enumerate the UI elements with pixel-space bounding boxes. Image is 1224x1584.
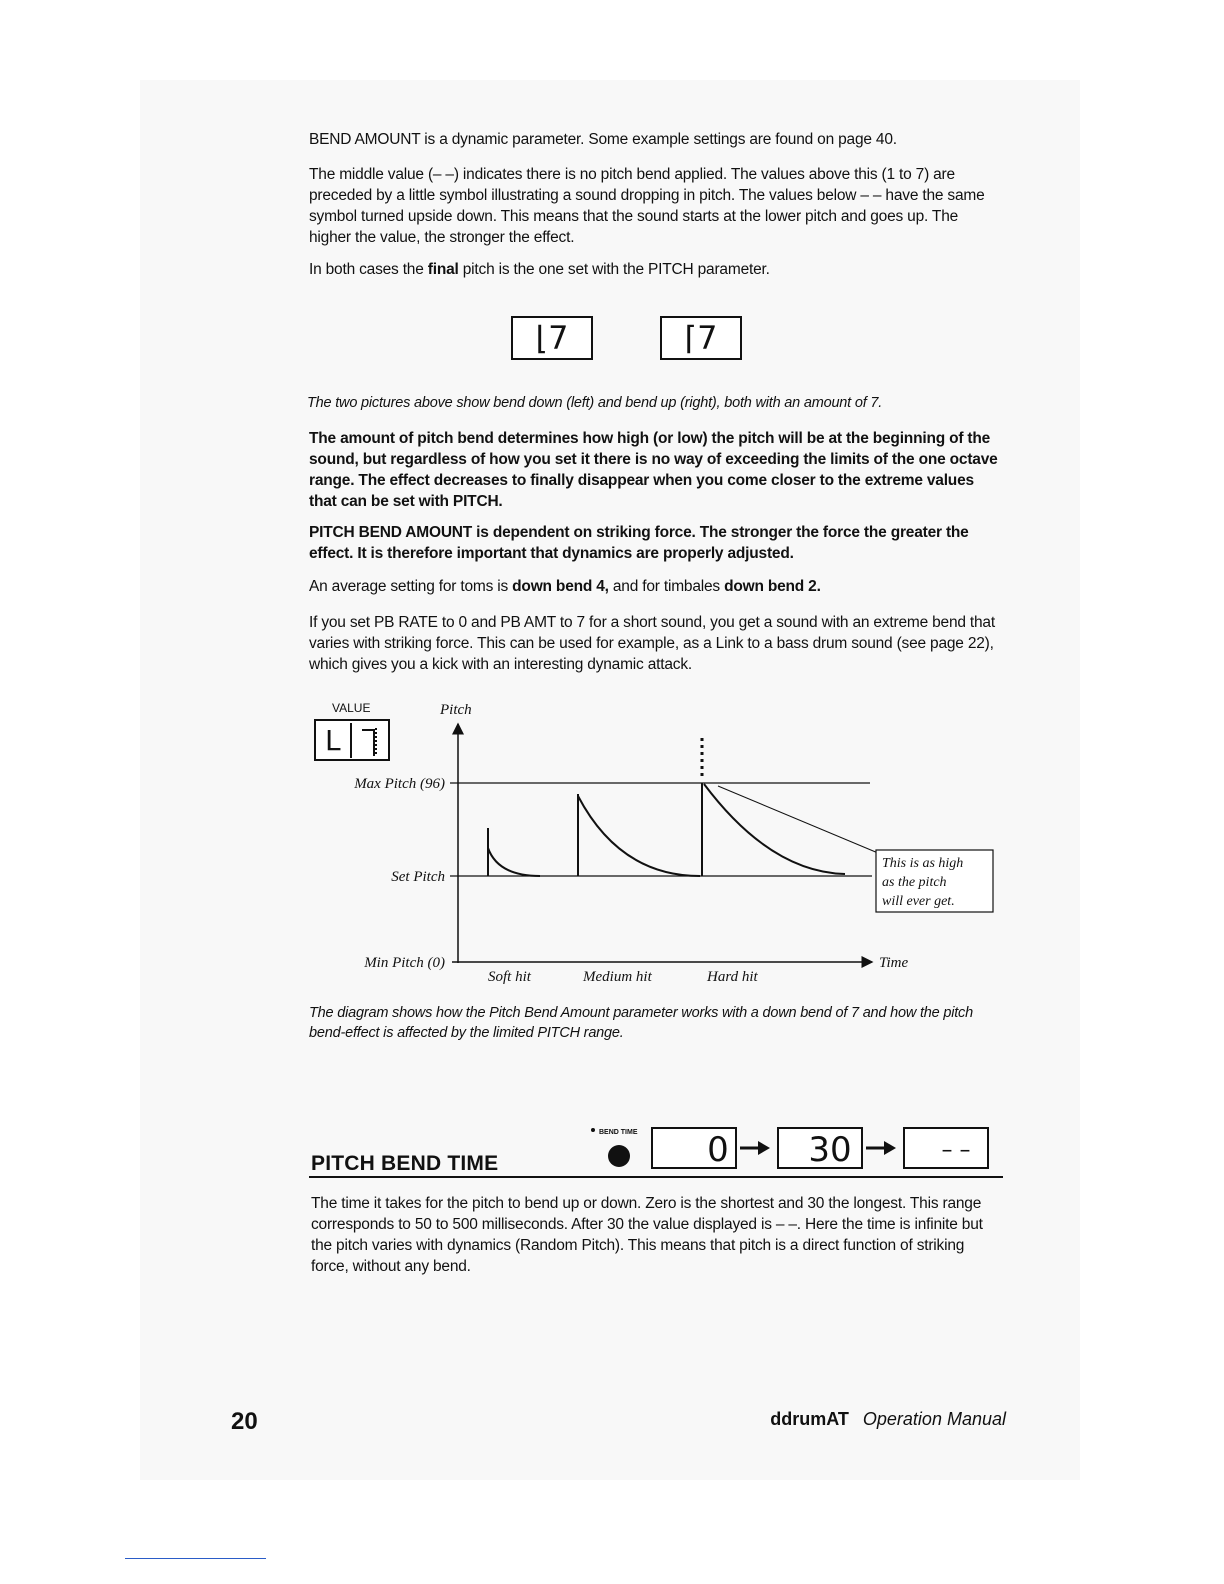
value-label: VALUE — [332, 701, 371, 715]
footnote-separator — [125, 1558, 266, 1559]
paragraph-bold-range: The amount of pitch bend determines how high (or low) the pitch will be at the beginning of the sound, but regardless of how you set it there is no way of exceeding the limits of the one octave range. The effect decreases to finally disappear when you come closer to the extreme values that can be set with PITCH. — [309, 430, 998, 510]
bend-time-indicator-label: BEND TIME — [599, 1129, 638, 1136]
paragraph-average-setting: An average setting for toms is down bend 4, and for timbales down bend 2. — [309, 578, 821, 595]
arrow-1-head-icon — [758, 1141, 770, 1155]
set-pitch-label: Set Pitch — [391, 869, 445, 885]
time-value-30: 30 — [808, 1130, 852, 1170]
note-pointer — [718, 786, 878, 853]
max-pitch-label: Max Pitch (96) — [354, 776, 445, 792]
note-line-3: will ever get. — [882, 894, 955, 909]
arrow-2-head-icon — [884, 1141, 896, 1155]
min-pitch-label: Min Pitch (0) — [364, 955, 445, 971]
paragraph-pb-rate: If you set PB RATE to 0 and PB AMT to 7 for a short sound, you get a sound with an extreme bend that varies with striking force. This can be used for example, as a Link to a bass drum sound (see page 22), which gives you a kick with an interesting dynamic attack. — [309, 614, 995, 673]
paragraph-final-pitch: In both cases the final pitch is the one set with the PITCH parameter. — [309, 261, 770, 278]
hit-label-medium: Medium hit — [583, 969, 652, 985]
note-line-1: This is as high — [882, 856, 964, 871]
paragraph-bend-time: The time it takes for the pitch to bend up or down. Zero is the shortest and 30 the longest. This range corresponds to 50 to 500 milliseconds. After 30 the value displayed is – –. Here the time is infinite but the pitch varies with dynamics (Random Pitch). This means that pitch is a direct function of striking force, without any bend. — [311, 1195, 983, 1275]
paragraph-middle-value: The middle value (– –) indicates there is no pitch bend applied. The values above this (1 to 7) are preceded by a little symbol illustrating a sound dropping in pitch. The values below – – have the same symbol turned upside down. This means that the sound starts at the lower pitch and goes up. The higher the value, the stronger the effect. — [309, 166, 985, 246]
soft-hit-curve — [488, 828, 540, 876]
lcd-bend-down: ⌊7 — [511, 316, 593, 360]
footer-brand: ddrumAT — [770, 1409, 849, 1429]
page-number: 20 — [231, 1408, 258, 1435]
lcd-bend-up: ⌈7 — [660, 316, 742, 360]
section-rule — [309, 1176, 1003, 1178]
footer-title — [770, 1409, 1006, 1430]
paragraph-bold-dynamics: PITCH BEND AMOUNT is dependent on striking force. The stronger the force the greater the effect. It is therefore important that dynamics are properly adjusted. — [309, 524, 969, 562]
bend-time-led-dot — [591, 1128, 595, 1132]
paragraph-bend-amount: BEND AMOUNT is a dynamic parameter. Some example settings are found on page 40. — [309, 131, 897, 148]
hit-label-soft: Soft hit — [488, 969, 531, 985]
y-axis-label: Pitch — [440, 702, 472, 718]
hard-hit-curve — [702, 783, 845, 876]
caption-diagram: The diagram shows how the Pitch Bend Amount parameter works with a down bend of 7 and how the pitch bend-effect is affected by the limited PITCH range. — [309, 1005, 973, 1041]
hit-label-hard: Hard hit — [707, 969, 758, 985]
time-value-infinite: – – — [941, 1138, 971, 1163]
medium-hit-curve — [578, 794, 700, 876]
bend-time-led-icon — [608, 1145, 630, 1167]
x-axis-label: Time — [879, 955, 909, 971]
caption-bend-pictures: The two pictures above show bend down (left) and bend up (right), both with an amount of 7. — [307, 395, 883, 411]
value-lcd-char: L — [325, 724, 341, 757]
pitch-bend-diagram — [300, 698, 1020, 998]
bend-time-display-row — [586, 1124, 1006, 1174]
footer-manual-title: Operation Manual — [862, 1409, 1006, 1429]
section-heading: PITCH BEND TIME — [311, 1152, 499, 1175]
time-value-0: 0 — [707, 1130, 729, 1170]
note-line-2: as the pitch — [882, 875, 947, 890]
